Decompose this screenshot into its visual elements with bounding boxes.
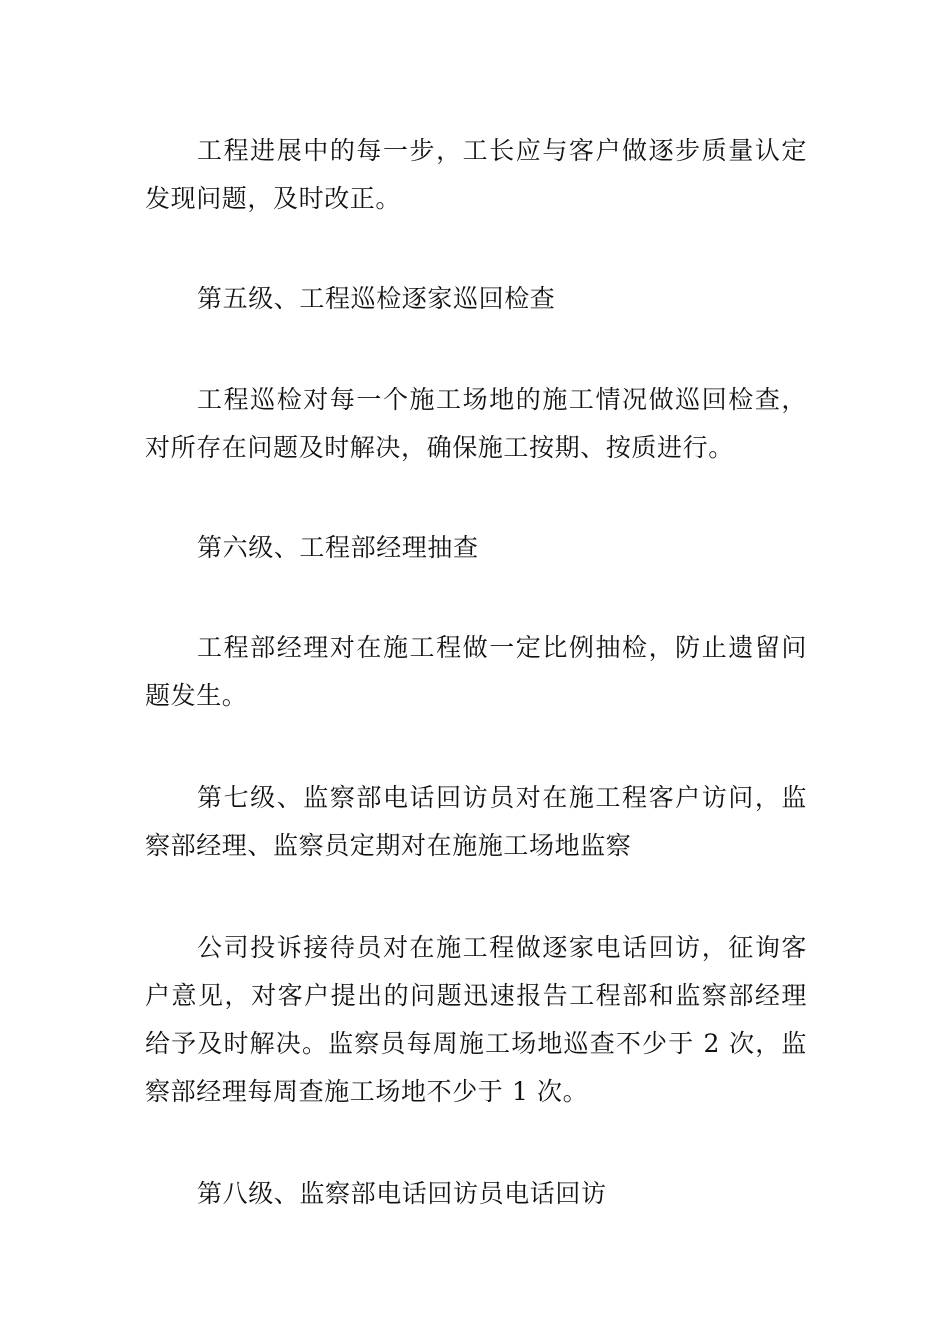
heading-level-five: 第五级、工程巡检逐家巡回检查 xyxy=(197,284,556,313)
heading-level-seven: 第七级、监察部电话回访员对在施工程客户访问，监察部经理、监察员定期对在施施工场地监察 xyxy=(145,783,807,860)
paragraph-manager-spot-check: 工程部经理对在施工程做一定比例抽检，防止遗留问题发生。 xyxy=(145,633,807,710)
paragraph-quality-check: 工程进展中的每一步，工长应与客户做逐步质量认定发现问题，及时改正。 xyxy=(145,136,807,213)
heading-level-eight: 第八级、监察部电话回访员电话回访 xyxy=(197,1179,607,1208)
paragraph-patrol-inspection: 工程巡检对每一个施工场地的施工情况做巡回检查，对所存在问题及时解决，确保施工按期、按质进行。 xyxy=(145,385,807,462)
heading-level-six: 第六级、工程部经理抽查 xyxy=(197,533,479,562)
paragraph-complaint-callback: 公司投诉接待员对在施工程做逐家电话回访，征询客户意见，对客户提出的问题迅速报告工程部和监察部经理给予及时解决。监察员每周施工场地巡查不少于 2 次，监察部经理每周查施工场地不少于 1 次。 xyxy=(145,933,807,1106)
